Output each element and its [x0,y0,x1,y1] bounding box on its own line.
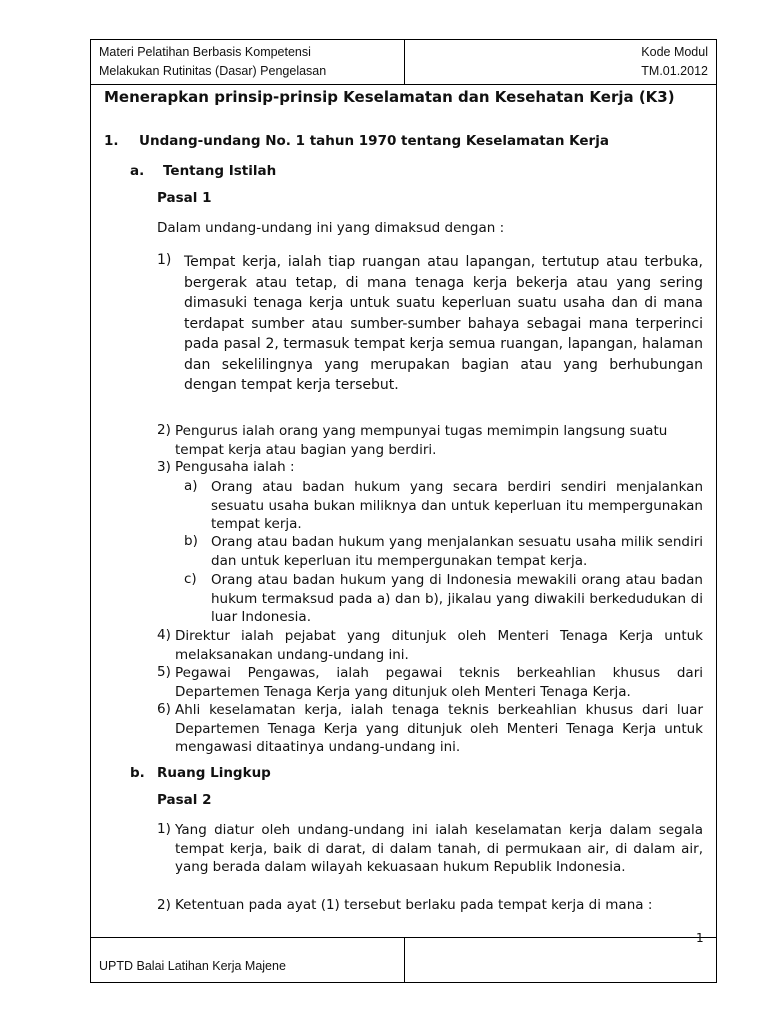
header-module-subject: Materi Pelatihan Berbasis Kompetensi [99,45,311,59]
item-2-number: 2) [157,422,171,438]
pasal-2-item-2-number: 2) [157,897,171,913]
pasal-1-heading: Pasal 1 [157,190,212,206]
pasal-2-item-1-text: Yang diatur oleh undang-undang ini ialah keselamatan kerja dalam segala tempat kerja, baik di darat, di dalam tanah, di permukaan air, di dalam air, yang berada dalam wilayah kekuasaan hukum Republik Indonesia. [175,822,703,875]
section-number: 1. [104,133,119,149]
item-1-text: Tempat kerja, ialah tiap ruangan atau lapangan, tertutup atau terbuka, bergerak atau tetap, di mana tenaga kerja bekerja atau yang sering dimasuki tenaga kerja untuk suatu keperluan suatu usaha dan di mana terdapat sumber atau sumber-sumber bahaya sebagai mana terperinci pada pasal 2, termasuk tempat kerja semua ruangan, lapangan, halaman dan sekelilingnya yang merupakan bagian atau yang berhubungan dengan tempat kerja tersebut. [184,254,703,393]
header-right-cell [641,43,708,81]
item-6-text: Ahli keselamatan kerja, ialah tenaga teknis berkeahlian khusus dari luar Departemen Tenaga Kerja yang ditunjuk oleh Menteri Tenaga Kerja untuk mengawasi ditaatinya undang-undang ini. [175,702,703,755]
header-left-cell [91,40,405,84]
subsection-a-heading: Tentang Istilah [163,163,277,179]
page-number: 1 [696,931,704,945]
item-5-text: Pegawai Pengawas, ialah pegawai teknis berkeahlian khusus dari Departemen Tenaga Kerja yang ditunjuk oleh Menteri Tenaga Kerja. [175,665,703,700]
item-1-number: 1) [157,252,172,268]
subsection-a-letter: a. [130,163,145,179]
item-3-number: 3) [157,459,171,475]
header-code-value: TM.01.2012 [641,64,708,78]
item-6-number: 6) [157,701,171,717]
item-3-text: Pengusaha ialah : [175,459,295,475]
item-4-text: Direktur ialah pejabat yang ditunjuk oleh Menteri Tenaga Kerja untuk melaksanakan undang-undang ini. [175,628,703,663]
footer-institution: UPTD Balai Latihan Kerja Majene [91,938,405,982]
item-3b-letter: b) [184,533,198,549]
pasal-1-intro: Dalam undang-undang ini yang dimaksud dengan : [157,220,505,236]
subsection-b-heading: Ruang Lingkup [157,765,271,781]
header-code-label: Kode Modul [641,45,708,59]
document-title: Menerapkan prinsip-prinsip Keselamatan dan Kesehatan Kerja (K3) [104,88,675,106]
pasal-2-heading: Pasal 2 [157,792,212,808]
page-header [91,40,716,85]
header-module-title: Melakukan Rutinitas (Dasar) Pengelasan [99,64,327,78]
section-heading: Undang-undang No. 1 tahun 1970 tentang Keselamatan Kerja [139,133,609,149]
pasal-2-item-2-text: Ketentuan pada ayat (1) tersebut berlaku pada tempat kerja di mana : [175,897,653,913]
item-4-number: 4) [157,627,171,643]
item-3c-text: Orang atau badan hukum yang di Indonesia mewakili orang atau badan hukum termaksud pada a) dan b), jikalau yang diwakili berkedudukan di luar Indonesia. [211,572,703,625]
item-3b-text: Orang atau badan hukum yang menjalankan sesuatu usaha milik sendiri dan untuk keperluan itu mempergunakan tempat kerja. [211,534,703,569]
item-3c-letter: c) [184,571,197,587]
page-footer [91,937,716,982]
item-3a-letter: a) [184,478,198,494]
item-3a-text: Orang atau badan hukum yang secara berdiri sendiri menjalankan sesuatu usaha bukan miliknya dan untuk keperluan itu mempergunakan tempat kerja. [211,479,703,532]
item-2-text: Pengurus ialah orang yang mempunyai tugas memimpin langsung suatu tempat kerja atau bagian yang berdiri. [175,423,668,458]
pasal-2-item-1-number: 1) [157,821,171,837]
subsection-b-letter: b. [130,765,145,781]
item-5-number: 5) [157,664,171,680]
